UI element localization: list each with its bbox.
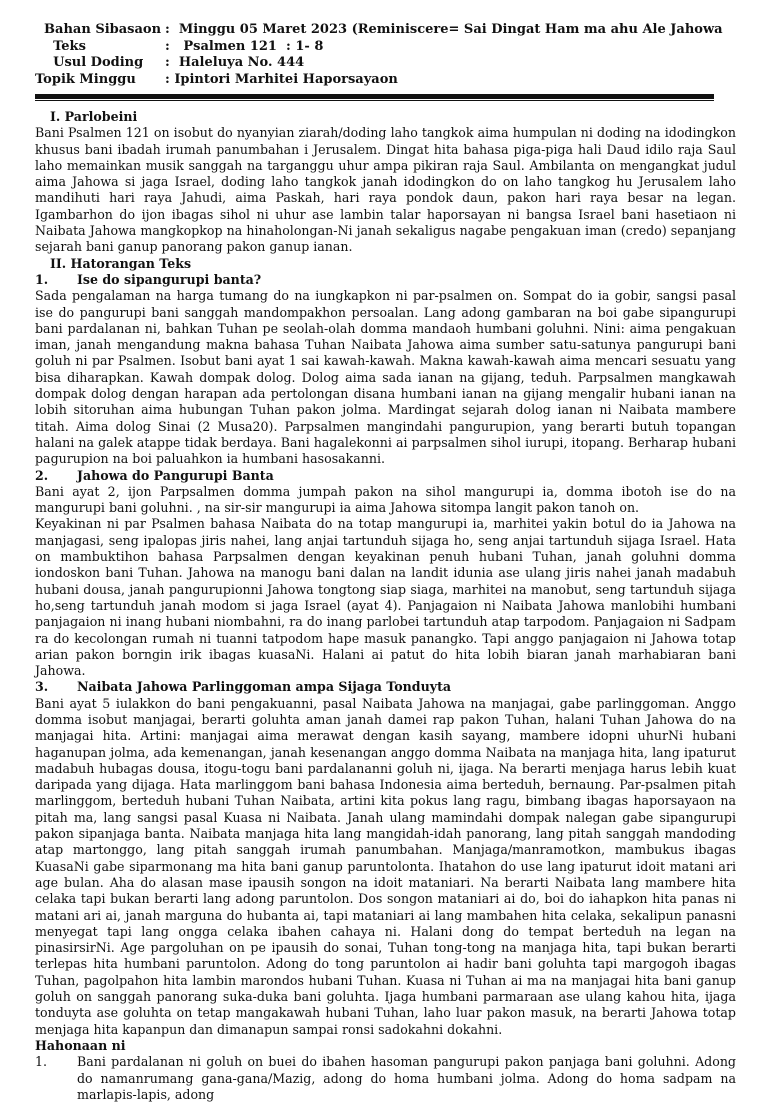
header-row-doding	[35, 55, 736, 72]
section-heading-parlobeini: I. Parlobeini	[50, 109, 138, 124]
subheading-3	[35, 679, 736, 695]
header-label: Bahan Sibasaon	[35, 22, 162, 37]
subheading-number: 2.	[35, 467, 49, 483]
subheading-title: Naibata Jahowa Parlinggoman ampa Sijaga Tonduyta	[77, 679, 452, 695]
header-divider-thick	[35, 94, 714, 99]
header-row-topik	[35, 72, 736, 89]
header-label: Teks	[35, 38, 86, 54]
body-content	[35, 109, 736, 1103]
subheading-number: 3.	[35, 679, 49, 695]
section-heading-hahonaan: Hahonaan ni	[35, 1037, 126, 1053]
subheading-title: Jahowa do Pangurupi Banta	[77, 467, 274, 483]
paragraph: Keyakinan ni par Psalmen bahasa Naibata do na totap mangurupi ia, marhitei yakin botul do ia Jahowa na manjagasi, seng ipalopas jiris nahei, lang anjai tartunduh sijaga ho, seng anjai tartunduh sijaga Israel. Hata on mambuktihon bahasa Parpsalmen dengan keyakinan penuh hubani Tuhan, janah goluhni domma iondoskon bani Tuhan. Jahowa na manogu bani dalan na landit idunia ase ulang jiris nahei janah madabuh hubani dousa, janah pangurupionni Jahowa tongtong siap siaga, marhitei na manobut, seng tartunduh sijaga ho,seng tartunduh janah modom si jaga Israel (ayat 4). Panjagaion ni Naibata Jahowa manlobihi humbani panjagaion ni inang hubani niombahni, ra do inang parlobei tartunduh atap tarpodom. Panjagaion ni Sadpam ra do kecolongan rumah ni tuanni tatpodom hape masuk panangko. Tapi anggo panjagaion ni Jahowa totap arian pakon borngin irik ibagas kuasaNi. Halani ai patut do hita lobih biaran janah marhabiaran bani Jahowa.	[35, 516, 736, 679]
header-row-teks	[35, 39, 736, 56]
paragraph: Bani Psalmen 121 on isobut do nyanyian ziarah/doding laho tangkok aima humpulan ni doding na idodingkon khusus bani ibadah irumah panumbahan i Jerusalem. Dingat hita bahasa piga-piga hali Daud idilo raja Saul laho memainkan musik sanggah na targanggu uhur ampa pikiran raja Saul. Ambilanta on mengangkat judul aima Jahowa si jaga Israel, doding laho tangkok janah idodingkon do on laho tangkog hu Jerusalem laho mandihuti hari raya Jahudi, aima Paskah, hari raya pondok daun, pakon hari raya besar na legan. Igambarhon do ijon ibagas sihol ni uhur ase lambin talar haporsayan ni bangsa Israel bani hasetiaon ni Naibata Jahowa mangkopkop na hinaholongan-Ni janah sekaligus nagabe pengakuan iman (credo) sepanjang sejarah bani ganup panorang pakon ganup ianan.	[35, 125, 736, 255]
header-value: : Haleluya No. 444	[165, 55, 305, 70]
list-item-number: 1.	[35, 1054, 48, 1070]
header-value: : Minggu 05 Maret 2023 (Reminiscere= Sai Dingat Ham ma ahu Ale Jahowa	[165, 22, 723, 37]
header-label: Usul Doding	[35, 55, 144, 70]
header-value: : Psalmen 121 : 1- 8	[165, 38, 324, 54]
section-heading-hatorangan: II. Hatorangan Teks	[50, 255, 192, 271]
subheading-number: 1.	[35, 271, 49, 287]
header-value: : Ipintori Marhitei Haporsayaon	[165, 71, 398, 87]
header-block	[35, 22, 736, 88]
paragraph: Bani ayat 5 iulakkon do bani pengakuanni, pasal Naibata Jahowa na manjagai, gabe parlinggoman. Anggo domma isobut manjagai, berarti goluhta aman janah damei rap pakon Tuhan, halani Tuhan Jahowa do na manjagai hita. Artini: manjagai aima merawat dengan kasih sayang, mambere idopni uhurNi hubani haganupan jolma, ada kemenangan, janah kesenangan anggo domma Naibata na manjaga hita, lang ipaturut madabuh hubagas dousa, itogu-togu bani pardalananni goluh ni, ijaga. Na berarti menjaga harus lebih kuat daripada yang dijaga. Hata marlinggom bani bahasa Indonesia aima berteduh, bernaung. Par-psalmen pitah marlinggom, berteduh hubani Tuhan Naibata, artini kita pokus lang ragu, bimbang ibagas haporsayaon na pitah ma, lang sangsi pasal Kuasa ni Naibata. Janah ulang mamindahi dompak nalegan gabe sipangurupi pakon sipanjaga banta. Naibata manjaga hita lang mangidah-idah panorang, lang pitah sanggah mandoding atap martonggo, lang pitah sanggah irumah panumbahan. Manjaga/manramotkon, mambukus ibagas KuasaNi gabe siparmonang ma hita bani ganup paruntolonta. Ihatahon do use lang ipaturut idoit matani ari age bulan. Aha do alasan mase ipausih songon na idoit mataniari. Na berarti Naibata lang mambere hita celaka tapi bukan berarti lang adong paruntolon. Dos songon mataniari ai do, boi do iahapkon hita panas ni matani ari ai, janah marguna do hubanta ai, tapi mataniari ai lang mambahen hita celaka, sekalipun panasni menyegat tapi lang ongga celaka ibahen cahaya ni. Halani dong do tempat berteduh na legan na pinasirsirNi. Age pargoluhan on pe ipausih do sonai, Tuhan tong-tong na manjaga hita, tapi bukan berarti terlepas hita humbani paruntolon. Adong do tong paruntolon ai hadir bani goluhta tapi margogoh ibagas Tuhan, pagolpahon hita lambin marondos hubani Tuhan. Kuasa ni Tuhan ai ma na manjagai hita bani ganup goluh on sanggah panorang suka-duka bani goluhta. Ijaga humbani parmaraan ase ulang kahou hita, ijaga tonduyta ase goluhta on tetap mangakawah hubani Tuhan, laho luar pakon masuk, na berarti Jahowa totap menjaga hita kapanpun dan dimanapun sampai ronsi sadokahni dokahni.	[35, 695, 736, 1037]
header-label: Topik Minggu	[35, 71, 136, 87]
list-item-text: Bani pardalanan ni goluh on buei do ibahen hasoman pangurupi pakon panjaga bani goluhni. Adong do namanrumang gana-gana/Mazig, adong do homa humbani jolma. Adong do homa sadpam na marlapis-lapis, adong	[77, 1054, 736, 1102]
header-divider-thin	[35, 100, 714, 101]
paragraph: Bani ayat 2, ijon Parpsalmen domma jumpah pakon na sihol mangurupi ia, domma ibotoh ise do na mangurupi bani goluhni. , na sir-sir mangurupi ia aima Jahowa sitompa langit pakon tanoh on.	[35, 483, 736, 516]
subheading-2	[35, 468, 736, 484]
paragraph: Sada pengalaman na harga tumang do na iungkapkon ni par-psalmen on. Sompat do ia gobir, sangsi pasal ise do pangurupi bani sanggah mandompakhon persoalan. Lang adong gambaran na boi gabe sipangurupi bani pardalanan ni, bahkan Tuhan pe seolah-olah domma mandaoh humbani goluhni. Nini: aima pengakuan iman, janah mengandung makna bahasa Tuhan Naibata Jahowa aima sumber satu-satunya pangurupi bani goluh ni par Psalmen. Isobut bani ayat 1 sai kawah-kawah. Makna kawah-kawah aima mencari sesuatu yang bisa diharapkan. Kawah dompak dolog. Dolog aima sada ianan na gijang, teduh. Parpsalmen mangkawah dompak dolog dengan harapan ada pertolongan disana humbani ianan na gijang mengalir hubani ianan na lobih sitoruhan aima hubungan Tuhan pakon jolma. Mardingat sejarah dolog ianan ni Naibata mambere titah. Aima dolog Sinai (2 Musa20). Parpsalmen mangindahi pangurupion, yang berarti butuh topangan halani na galek atappe tidak berdaya. Bani hagalekonni ai parpsalmen sihol iurupi, itopang. Berharap hubani pagurupion na boi paluahkon ia humbani hasosakanni.	[35, 288, 736, 467]
subheading-title: Ise do sipangurupi banta?	[77, 271, 262, 287]
list-item	[35, 1054, 736, 1103]
subheading-1	[35, 272, 736, 288]
header-row-bahan	[35, 22, 736, 39]
